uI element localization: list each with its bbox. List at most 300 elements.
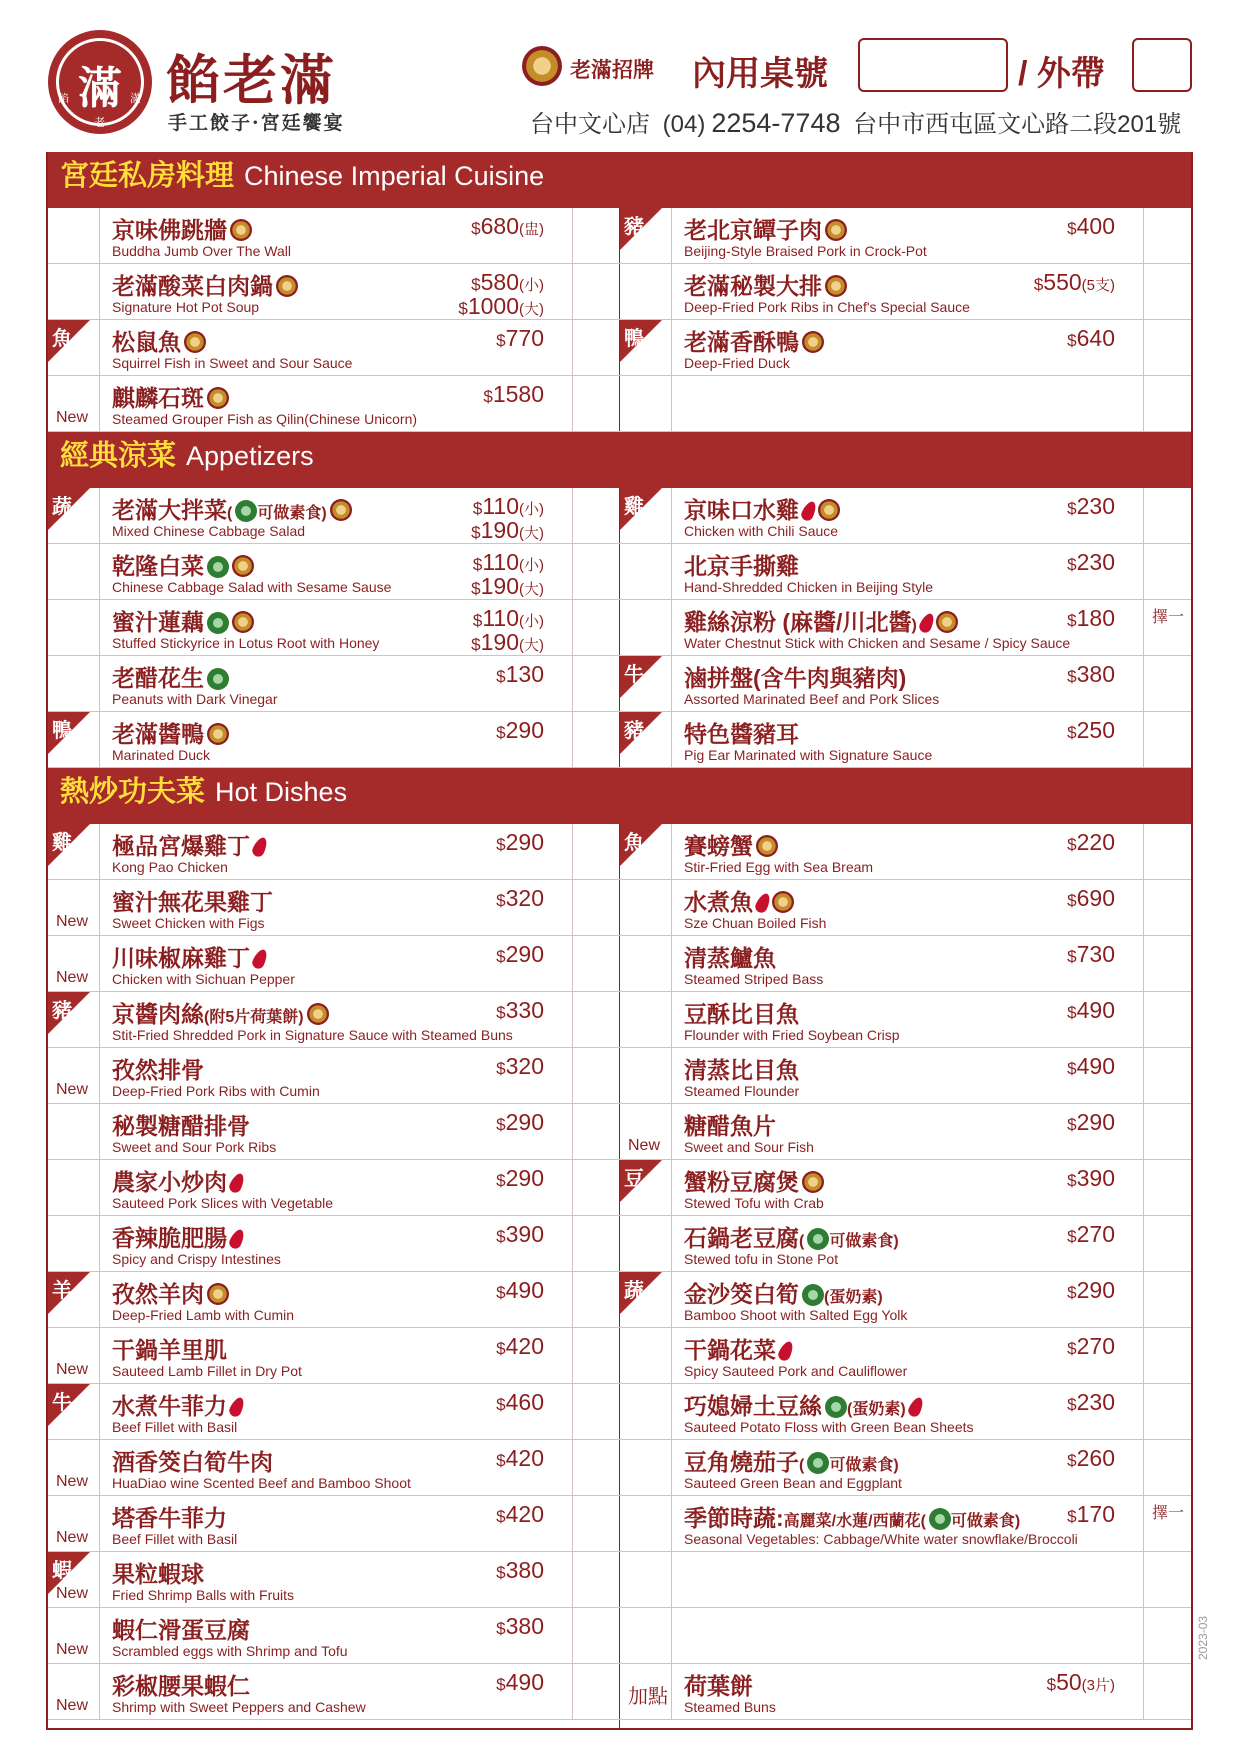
menu-item-row	[620, 1608, 1191, 1664]
category-cell	[48, 1664, 100, 1719]
option-note-cell	[572, 824, 620, 879]
option-note-cell	[1143, 936, 1191, 991]
option-note-cell	[572, 1384, 620, 1439]
category-cell	[48, 992, 100, 1047]
vegetarian-icon	[207, 668, 229, 690]
dish-price-large: $190(大)	[471, 517, 544, 543]
dish-price: $290	[1067, 1277, 1115, 1303]
dish-name	[684, 940, 776, 973]
chili-spicy-icon	[250, 947, 269, 970]
dish-name	[684, 324, 824, 357]
category-cell	[48, 320, 100, 375]
signature-dish-icon	[825, 275, 847, 297]
category-tag: 豬	[624, 216, 644, 238]
dish-name	[112, 1500, 227, 1533]
signature-dish-icon	[936, 611, 958, 633]
category-tag: 豆	[624, 1168, 644, 1190]
option-note-cell	[1143, 1048, 1191, 1103]
category-tag: 豬	[624, 720, 644, 742]
signature-dish-icon	[756, 835, 778, 857]
dish-english-name: Steamed Striped Bass	[684, 971, 824, 987]
dish-name-text: 清蒸比目魚	[684, 1057, 799, 1083]
menu-item-row	[620, 488, 1191, 544]
menu-item-row	[48, 712, 620, 768]
dish-note: (附5片荷葉餅)	[204, 1009, 304, 1026]
menu-item-row	[620, 600, 1191, 656]
dish-name	[684, 1108, 776, 1141]
option-note-cell: 擇一	[1143, 600, 1191, 655]
category-cell	[48, 264, 100, 319]
dish-note: )	[911, 617, 917, 634]
brand-name: 餡老滿	[166, 48, 337, 112]
dish-name	[112, 828, 266, 861]
dish-english-name: Beef Fillet with Basil	[112, 1419, 238, 1435]
dish-name	[684, 996, 799, 1029]
dish-price: $770	[496, 325, 544, 351]
dish-name-text: 酒香筊白筍牛肉	[112, 1449, 273, 1475]
chili-spicy-icon	[917, 611, 936, 634]
dish-price-large: $190(大)	[471, 629, 544, 655]
vegetarian-icon	[807, 1452, 829, 1474]
category-cell	[48, 712, 100, 767]
dish-price-large: $1000(大)	[458, 293, 544, 319]
section-imperial: 宮廷私房料理 Chinese Imperial Cuisine	[48, 152, 1191, 208]
category-cell	[620, 1216, 672, 1271]
dish-price: $290	[496, 717, 544, 743]
category-cell	[48, 376, 100, 431]
dish-name	[684, 660, 906, 693]
vegetarian-icon	[802, 1284, 824, 1306]
table-number-field[interactable]	[858, 38, 1008, 92]
option-note-cell	[1143, 992, 1191, 1047]
dish-name	[112, 380, 229, 413]
store-address: 台中市西屯區文心路二段201號	[853, 111, 1182, 138]
chili-spicy-icon	[227, 1395, 246, 1418]
option-note-cell	[572, 600, 620, 655]
dish-price: $220	[1067, 829, 1115, 855]
dish-name	[112, 268, 298, 301]
dish-name-text: 香辣脆肥腸	[112, 1225, 227, 1251]
category-cell	[620, 824, 672, 879]
dish-name-text: 老滿大拌菜	[112, 497, 227, 523]
dish-english-name: Squirrel Fish in Sweet and Sour Sauce	[112, 355, 353, 371]
dish-price: $380	[496, 1613, 544, 1639]
dish-english-name: Seasonal Vegetables: Cabbage/White water snowflake/Broccoli	[684, 1531, 1078, 1547]
dish-price: $290	[496, 1109, 544, 1135]
dish-price: $490	[496, 1277, 544, 1303]
category-tag: 牛	[52, 1392, 72, 1414]
dish-english-name: Peanuts with Dark Vinegar	[112, 691, 278, 707]
dish-english-name: Scrambled eggs with Shrimp and Tofu	[112, 1643, 348, 1659]
option-note-cell	[1143, 1608, 1191, 1663]
dish-english-name: Sweet and Sour Fish	[684, 1139, 814, 1155]
dish-price-large: $190(大)	[471, 573, 544, 599]
dish-price: $420	[496, 1333, 544, 1359]
dish-name	[684, 1388, 922, 1421]
vegetarian-note: 可做素食)	[829, 1457, 899, 1474]
dish-name	[684, 1500, 1020, 1533]
category-cell	[620, 1496, 672, 1551]
option-note-cell	[572, 1160, 620, 1215]
dish-name-text: 孜然羊肉	[112, 1281, 204, 1307]
takeout-field[interactable]	[1132, 38, 1192, 92]
dish-price: $580(小)	[471, 269, 544, 295]
category-cell	[48, 1216, 100, 1271]
menu-item-row	[48, 376, 620, 432]
vegetarian-icon	[207, 612, 229, 634]
menu-item-row	[48, 1216, 620, 1272]
dish-price: $460	[496, 1389, 544, 1415]
dish-name	[112, 604, 254, 637]
dish-english-name: Deep-Fried Lamb with Cumin	[112, 1307, 295, 1323]
category-tag: 雞	[52, 832, 72, 854]
dish-english-name: Mixed Chinese Cabbage Salad	[112, 523, 306, 539]
date-code: 2023-03	[1196, 1615, 1210, 1660]
menu-item-row	[620, 1496, 1191, 1552]
signature-dish-icon	[802, 331, 824, 353]
dish-english-name: Buddha Jumb Over The Wall	[112, 243, 291, 259]
option-note-cell	[572, 1552, 620, 1607]
dish-name	[684, 212, 847, 245]
page-header	[0, 0, 1241, 150]
option-note-cell	[572, 376, 620, 431]
category-cell	[48, 1440, 100, 1495]
menu-item-row	[48, 544, 620, 600]
category-cell	[48, 1608, 100, 1663]
dish-price: $260	[1067, 1445, 1115, 1471]
dish-name	[684, 1052, 799, 1085]
chili-spicy-icon	[906, 1395, 925, 1418]
category-tag: 牛	[624, 664, 644, 686]
new-badge: New	[56, 1473, 89, 1490]
dish-price: $290	[496, 941, 544, 967]
dish-name	[112, 1164, 243, 1197]
chili-spicy-icon	[799, 499, 818, 522]
dish-price: $490	[496, 1669, 544, 1695]
dish-name-text: 巧媳婦土豆絲	[684, 1393, 822, 1419]
dish-english-name: Fried Shrimp Balls with Fruits	[112, 1587, 295, 1603]
dish-english-name: Stuffed Stickyrice in Lotus Root with Honey	[112, 635, 380, 651]
category-tag: 鴨	[52, 720, 72, 742]
signature-dish-icon	[207, 387, 229, 409]
dish-name	[684, 268, 847, 301]
menu-item-row	[620, 1384, 1191, 1440]
menu-item-row	[48, 1328, 620, 1384]
dish-name-text: 老醋花生	[112, 665, 204, 691]
dish-name	[112, 996, 329, 1029]
dish-english-name: Steamed Flounder	[684, 1083, 800, 1099]
signature-dish-icon	[825, 219, 847, 241]
dish-name	[112, 1220, 243, 1253]
dish-note: (	[799, 1233, 805, 1250]
dish-name-text: 蟹粉豆腐煲	[684, 1169, 799, 1195]
dish-name	[112, 660, 229, 693]
dish-price: $230	[1067, 549, 1115, 575]
dish-note: 高麗菜/水蓮/西蘭花(	[783, 1513, 926, 1530]
dish-name	[112, 492, 352, 525]
dish-price: $110(小)	[472, 549, 544, 575]
option-note-cell	[572, 880, 620, 935]
takeout-label: / 外帶	[1018, 55, 1105, 93]
dish-english-name: Assorted Marinated Beef and Pork Slices	[684, 691, 940, 707]
phone-area: (04)	[662, 111, 706, 138]
category-tag: 蔬	[52, 496, 72, 518]
category-cell	[48, 656, 100, 711]
dish-price: $290	[496, 829, 544, 855]
dish-name	[112, 1668, 250, 1701]
option-note-cell	[572, 1608, 620, 1663]
menu-item-row	[48, 824, 620, 880]
new-badge: New	[56, 1529, 89, 1546]
dish-name	[112, 716, 229, 749]
option-note-cell	[572, 1328, 620, 1383]
chili-spicy-icon	[776, 1339, 795, 1362]
menu-item-row	[48, 1664, 620, 1720]
dish-english-name: Steamed Grouper Fish as Qilin(Chinese Unicorn)	[112, 411, 418, 427]
dish-price: $330	[496, 997, 544, 1023]
menu-item-row	[48, 1496, 620, 1552]
vegetarian-icon	[807, 1228, 829, 1250]
dish-price: $130	[496, 661, 544, 687]
dish-note: (	[227, 505, 233, 522]
dish-price: $400	[1067, 213, 1115, 239]
vegetarian-icon	[825, 1396, 847, 1418]
logo-character: 滿	[78, 63, 122, 114]
dish-price: $690	[1067, 885, 1115, 911]
dish-name	[684, 492, 840, 525]
option-note-cell	[1143, 1664, 1191, 1719]
signature-dish-icon	[207, 723, 229, 745]
dish-english-name: Bamboo Shoot with Salted Egg Yolk	[684, 1307, 908, 1323]
menu-item-row	[620, 1048, 1191, 1104]
new-badge: New	[56, 1081, 89, 1098]
dish-english-name: Sauteed Potato Floss with Green Bean Sheets	[684, 1419, 974, 1435]
signature-dish-icon	[230, 219, 252, 241]
category-cell	[620, 320, 672, 375]
section-hot-dishes: 熱炒功夫菜 Hot Dishes	[48, 768, 1191, 824]
chili-spicy-icon	[227, 1227, 246, 1250]
dish-name-text: 滷拼盤(含牛肉與豬肉)	[684, 665, 907, 691]
category-cell	[620, 1048, 672, 1103]
menu-item-row	[48, 1384, 620, 1440]
phone-number: 2254-7748	[711, 108, 841, 138]
dish-price: $290	[496, 1165, 544, 1191]
category-cell	[48, 936, 100, 991]
category-cell	[620, 1160, 672, 1215]
option-note-cell	[1143, 208, 1191, 263]
dish-price: $380	[1067, 661, 1115, 687]
dish-name-text: 特色醬豬耳	[684, 721, 799, 747]
dish-name-text: 石鍋老豆腐	[684, 1225, 799, 1251]
dish-name	[112, 212, 252, 245]
dish-english-name: Sauteed Lamb Fillet in Dry Pot	[112, 1363, 302, 1379]
dish-name	[684, 548, 799, 581]
category-cell	[620, 208, 672, 263]
signature-seal-icon	[522, 46, 562, 86]
dish-english-name: Beef Fillet with Basil	[112, 1531, 238, 1547]
dish-name	[112, 548, 254, 581]
option-note-cell	[572, 544, 620, 599]
dish-english-name: Chicken with Chili Sauce	[684, 523, 839, 539]
dish-name	[112, 1444, 273, 1477]
category-cell	[48, 1104, 100, 1159]
menu-item-row	[620, 824, 1191, 880]
dish-name-text: 京醬肉絲	[112, 1001, 204, 1027]
option-note-cell	[1143, 376, 1191, 431]
dish-name-text: 農家小炒肉	[112, 1169, 227, 1195]
dish-english-name: Shrimp with Sweet Peppers and Cashew	[112, 1699, 366, 1715]
signature-dish-icon	[818, 499, 840, 521]
menu-item-row	[48, 1272, 620, 1328]
menu-item-row	[48, 1440, 620, 1496]
signature-dish-icon	[802, 1171, 824, 1193]
menu-item-row	[48, 264, 620, 320]
dish-price: $170	[1067, 1501, 1115, 1527]
menu-item-row	[620, 936, 1191, 992]
menu-item-row	[48, 208, 620, 264]
dish-price: $230	[1067, 1389, 1115, 1415]
dish-price: $110(小)	[472, 605, 544, 631]
dish-price: $380	[496, 1557, 544, 1583]
menu-item-row	[620, 1552, 1191, 1608]
category-cell	[48, 824, 100, 879]
option-note-cell	[572, 712, 620, 767]
option-note-cell	[1143, 1384, 1191, 1439]
category-cell	[620, 880, 672, 935]
menu-item-row	[48, 1552, 620, 1608]
category-cell	[620, 656, 672, 711]
section-appetizers: 經典涼菜 Appetizers	[48, 432, 1191, 488]
dish-name	[112, 1332, 227, 1365]
dish-english-name: Deep-Fried Duck	[684, 355, 790, 371]
dish-english-name: Beijing-Style Braised Pork in Crock-Pot	[684, 243, 927, 259]
dish-name-text: 蝦仁滑蛋豆腐	[112, 1617, 250, 1643]
option-note-cell	[1143, 488, 1191, 543]
option-note-cell	[572, 488, 620, 543]
option-note-cell	[572, 264, 620, 319]
dish-name-text: 塔香牛菲力	[112, 1505, 227, 1531]
dish-english-name: Chicken with Sichuan Pepper	[112, 971, 295, 987]
menu-item-row	[48, 880, 620, 936]
dish-name	[112, 324, 206, 357]
option-note-cell	[572, 1216, 620, 1271]
dish-name-text: 秘製糖醋排骨	[112, 1113, 250, 1139]
option-note-cell	[572, 320, 620, 375]
vegetarian-note: 可做素食)	[257, 505, 327, 522]
dish-name	[112, 1276, 229, 1309]
dish-english-name: Sauteed Green Bean and Eggplant	[684, 1475, 902, 1491]
signature-dish-icon	[772, 891, 794, 913]
option-note-cell	[1143, 1328, 1191, 1383]
menu-item-row	[48, 992, 620, 1048]
dish-english-name: Stewed tofu in Stone Pot	[684, 1251, 839, 1267]
dish-price: $320	[496, 885, 544, 911]
dish-name-text: 清蒸鱸魚	[684, 945, 776, 971]
signature-dish-icon	[307, 1003, 329, 1025]
dish-name-text: 雞絲涼粉 (麻醬/川北醬	[684, 609, 912, 635]
dish-price: $320	[496, 1053, 544, 1079]
dish-english-name: Pig Ear Marinated with Signature Sauce	[684, 747, 933, 763]
store-info	[530, 104, 1187, 139]
dish-english-name: Spicy and Crispy Intestines	[112, 1251, 281, 1267]
dish-name	[112, 1556, 204, 1589]
dish-name	[684, 884, 794, 917]
menu-item-row	[620, 1328, 1191, 1384]
store-name: 台中文心店	[530, 111, 650, 138]
option-note-cell	[572, 1440, 620, 1495]
dish-english-name: Sze Chuan Boiled Fish	[684, 915, 827, 931]
option-note-cell	[1143, 264, 1191, 319]
dish-name-text: 彩椒腰果蝦仁	[112, 1673, 250, 1699]
dish-english-name: Kong Pao Chicken	[112, 859, 228, 875]
dish-name-text: 松鼠魚	[112, 329, 181, 355]
chili-spicy-icon	[227, 1171, 246, 1194]
category-cell	[620, 376, 672, 431]
option-note-cell	[1143, 1160, 1191, 1215]
dish-name-text: 極品宮爆雞丁	[112, 833, 250, 859]
dish-english-name: Signature Hot Pot Soup	[112, 299, 260, 315]
menu-item-row	[48, 600, 620, 656]
dish-name-text: 干鍋羊里肌	[112, 1337, 227, 1363]
option-note-cell: 擇一	[1143, 1496, 1191, 1551]
menu-item-row	[620, 880, 1191, 936]
category-cell	[620, 1384, 672, 1439]
menu-item-row	[620, 1216, 1191, 1272]
vegetarian-icon	[929, 1508, 951, 1530]
dish-name-text: 果粒蝦球	[112, 1561, 204, 1587]
menu-item-row	[48, 488, 620, 544]
dish-name-text: 京味佛跳牆	[112, 217, 227, 243]
add-on-label: 加點	[628, 1686, 668, 1708]
menu-item-row	[620, 1664, 1191, 1720]
dine-in-label: 內用桌號	[692, 55, 828, 93]
menu-item-row	[620, 1440, 1191, 1496]
dish-name-text: 乾隆白菜	[112, 553, 204, 579]
option-note-cell	[572, 1048, 620, 1103]
dish-english-name: Sweet Chicken with Figs	[112, 915, 265, 931]
dish-name-text: 水煮魚	[684, 889, 753, 915]
category-cell	[620, 1440, 672, 1495]
dish-english-name: Stewed Tofu with Crab	[684, 1195, 824, 1211]
dish-price: $230	[1067, 493, 1115, 519]
dish-price: $730	[1067, 941, 1115, 967]
menu-item-row	[620, 208, 1191, 264]
chili-spicy-icon	[250, 835, 269, 858]
category-cell	[620, 1272, 672, 1327]
dish-name-text: 川味椒麻雞丁	[112, 945, 250, 971]
signature-dish-icon	[276, 275, 298, 297]
category-cell	[620, 936, 672, 991]
category-cell	[620, 544, 672, 599]
dish-english-name: Sauteed Pork Slices with Vegetable	[112, 1195, 334, 1211]
menu-item-row	[48, 656, 620, 712]
dish-price: $250	[1067, 717, 1115, 743]
option-note-cell	[1143, 880, 1191, 935]
dish-name-text: 老滿秘製大排	[684, 273, 822, 299]
category-cell	[48, 544, 100, 599]
dish-name-text: 豆角燒茄子	[684, 1449, 799, 1475]
category-cell	[48, 1160, 100, 1215]
menu-item-row	[620, 376, 1191, 432]
dish-english-name: Hand-Shredded Chicken in Beijing Style	[684, 579, 934, 595]
chili-spicy-icon	[753, 891, 772, 914]
category-cell	[620, 1328, 672, 1383]
category-tag: 魚	[624, 832, 644, 854]
category-cell	[48, 488, 100, 543]
brand-tagline: 手工餃子·宮廷饗宴	[168, 112, 345, 134]
dish-name	[112, 1612, 250, 1645]
dish-price: $390	[496, 1221, 544, 1247]
